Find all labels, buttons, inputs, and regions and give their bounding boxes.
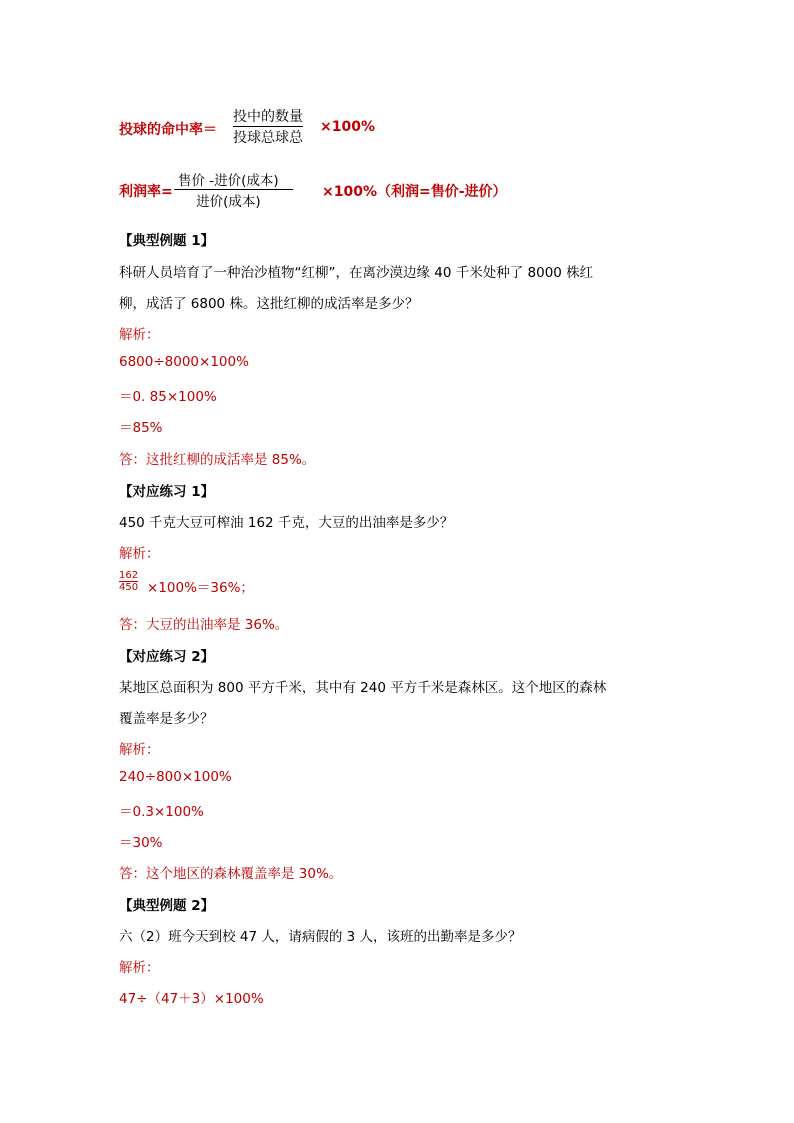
- formula2-suffix: ×100%（利润=售价-进价）: [322, 184, 507, 200]
- example1-step3: ＝85%: [119, 420, 163, 436]
- practice1-denominator: 450: [119, 582, 139, 593]
- example2-question: 六（2）班今天到校 47 人，请病假的 3 人，该班的出勤率是多少？: [119, 929, 522, 945]
- example1-question-line1: 科研人员培育了一种治沙植物“红柳”，在离沙漠边缘 40 千米处种了 8000 株红: [119, 265, 594, 281]
- example2-step1: 47÷（47＋3）×100%: [119, 991, 264, 1007]
- answer-prefix: 答：: [119, 452, 146, 468]
- practice2-step1: 240÷800×100%: [119, 769, 232, 785]
- practice1-answer: [119, 613, 288, 633]
- answer-body: 这批红柳的成活率是 85%。: [146, 452, 316, 468]
- example2-heading: 【典型例题 2】: [119, 898, 215, 914]
- practice1-jiexi: 解析：: [119, 546, 160, 562]
- example1-step1: 6800÷8000×100%: [119, 354, 249, 370]
- practice1-question: 450 千克大豆可榨油 162 千克，大豆的出油率是多少？: [119, 515, 454, 531]
- example1-question-line2: 柳，成活了 6800 株。这批红柳的成活率是多少？: [119, 296, 419, 312]
- practice1-heading: 【对应练习 1】: [119, 484, 215, 500]
- answer-body: 这个地区的森林覆盖率是 30%。: [146, 866, 343, 882]
- example1-jiexi: 解析：: [119, 327, 160, 343]
- practice2-heading: 【对应练习 2】: [119, 649, 215, 665]
- answer-body: 大豆的出油率是 36%。: [146, 617, 289, 633]
- answer-prefix: 答：: [119, 617, 146, 633]
- practice2-step3: ＝30%: [119, 835, 163, 851]
- formula1-label: 投球的命中率＝: [119, 122, 217, 138]
- practice2-jiexi: 解析：: [119, 742, 160, 758]
- practice2-answer: [119, 862, 342, 882]
- example1-heading: 【典型例题 1】: [119, 233, 215, 249]
- formula1-numerator: 投中的数量: [233, 109, 303, 125]
- example2-jiexi: 解析：: [119, 960, 160, 976]
- formula2-fraction: [178, 169, 279, 210]
- formula1-fraction: [233, 106, 303, 147]
- practice2-step2: ＝0.3×100%: [119, 804, 204, 820]
- example1-answer: [119, 448, 315, 468]
- practice1-fraction: [119, 570, 138, 593]
- practice2-question-line2: 覆盖率是多少？: [119, 711, 214, 727]
- answer-prefix: 答：: [119, 866, 146, 882]
- example1-step2: ＝0. 85×100%: [119, 389, 217, 405]
- formula2-label: 利润率=: [119, 184, 173, 200]
- practice1-step1: ×100%＝36%；: [147, 580, 254, 596]
- practice1-numerator: 162: [119, 570, 139, 581]
- practice2-question-line1: 某地区总面积为 800 平方千米，其中有 240 平方千米是森林区。这个地区的森林: [119, 680, 607, 696]
- formula1-denominator: 投球总球总: [233, 130, 303, 146]
- formula1-suffix: ×100%: [320, 119, 375, 135]
- formula2-numerator: 售价 -进价(成本): [178, 173, 279, 189]
- formula2-denominator: 进价(成本): [196, 194, 261, 210]
